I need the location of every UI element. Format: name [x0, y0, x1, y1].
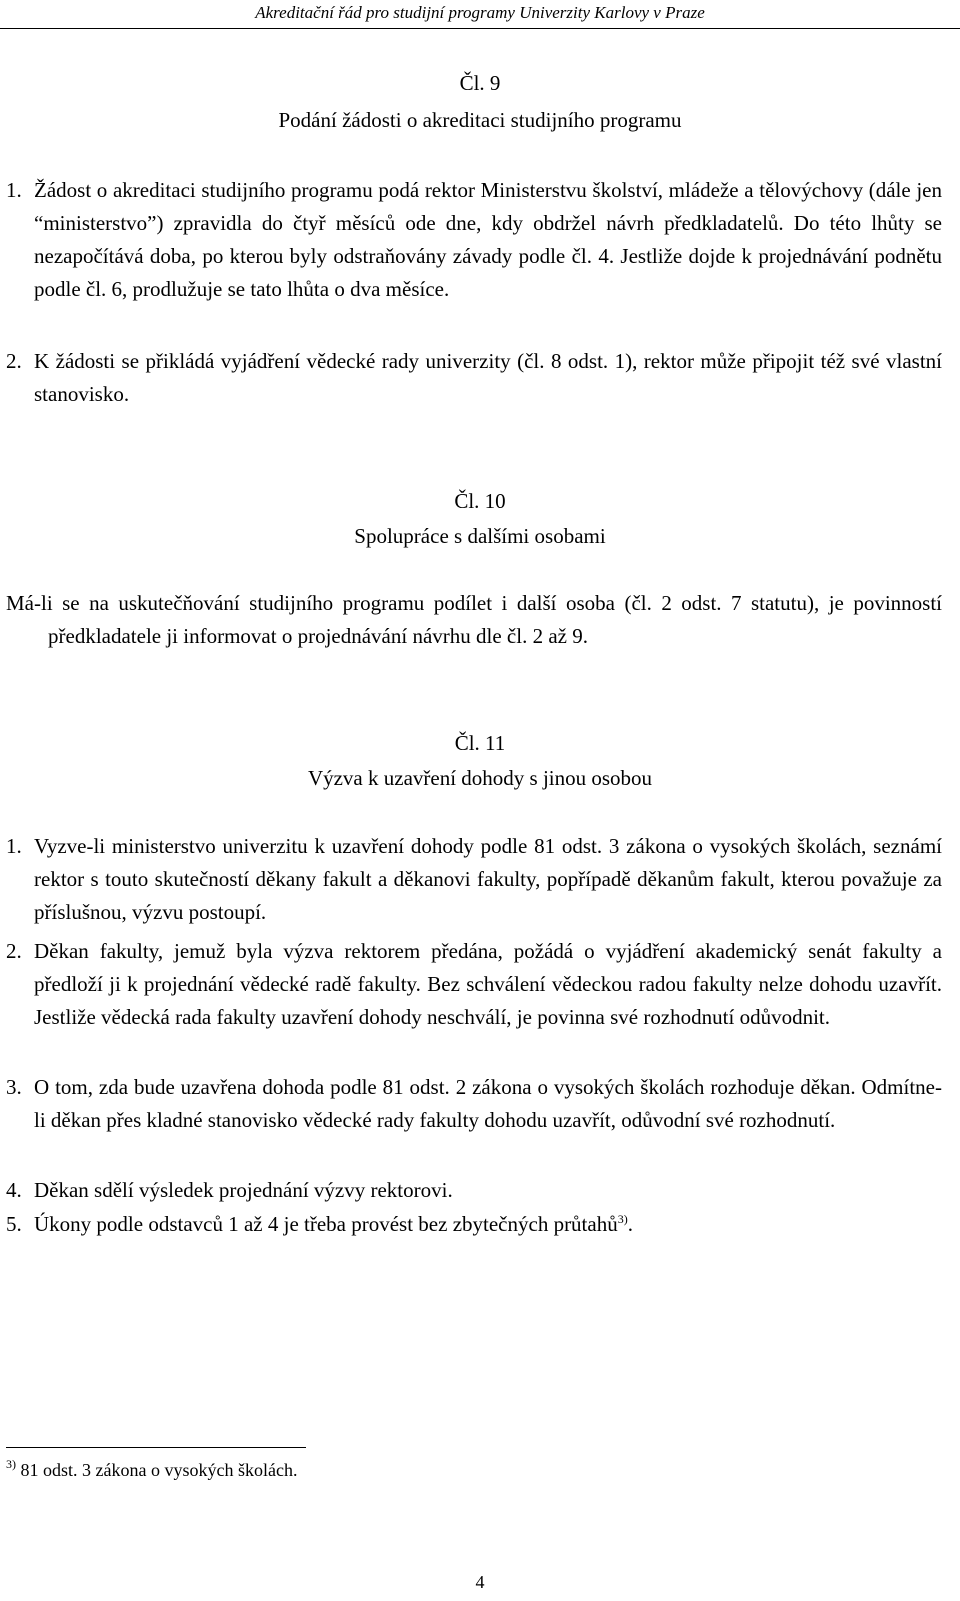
article-title: Podání žádosti o akreditaci studijního programu	[278, 108, 682, 132]
page-number: 4	[475, 1572, 485, 1592]
article-title: Výzva k uzavření dohody s jinou osobou	[307, 766, 653, 790]
article-title: Spolupráce s dalšími osobami	[354, 524, 606, 548]
article-number: Čl. 10	[454, 489, 506, 513]
paragraph-number: 2.	[6, 349, 22, 373]
paragraph-text: Úkony podle odstavců 1 až 4 je třeba provést bez zbytečných průtahů	[34, 1212, 618, 1236]
paragraph	[6, 1071, 942, 1137]
header-divider	[0, 28, 960, 29]
paragraph-number: 5.	[6, 1212, 22, 1236]
paragraph	[6, 830, 942, 929]
paragraph-text: Děkan fakulty, jemuž byla výzva rektorem předána, požádá o vyjádření akademický senát fakulty a předloží ji k projednání vědecké radě fakulty. Bez schválení vědeckou radou fakulty nelze dohodu uzavřít. Jestliže vědecká rada fakulty uzavření dohody neschválí, je povinna své rozhodnutí odůvodnit.	[34, 939, 942, 1029]
paragraph	[6, 174, 942, 306]
article-number: Čl. 11	[454, 731, 506, 755]
paragraph-text: K žádosti se přikládá vyjádření vědecké rady univerzity (čl. 8 odst. 1), rektor může připojit též své vlastní stanovisko.	[34, 349, 942, 406]
paragraph	[6, 587, 942, 653]
paragraph	[6, 345, 942, 411]
paragraph	[6, 1174, 942, 1207]
running-header: Akreditační řád pro studijní programy Univerzity Karlovy v Praze	[255, 3, 705, 22]
paragraph-number: 1.	[6, 834, 22, 858]
paragraph	[6, 935, 942, 1034]
paragraph-number: 3.	[6, 1075, 22, 1099]
footnote-reference[interactable]: 3)	[617, 1212, 628, 1226]
paragraph-number: 1.	[6, 178, 22, 202]
paragraph	[6, 1208, 942, 1241]
paragraph-text: Žádost o akreditaci studijního programu podá rektor Ministerstvu školství, mládeže a tělovýchovy (dále jen “ministerstvo”) zpravidla do čtyř měsíců ode dne, kdy obdržel návrh předkladatelů. Do této lhůty se nezapočítává doba, po kterou byly odstraňovány závady podle čl. 4. Jestliže dojde k projednávání podnětu podle čl. 6, prodlužuje se tato lhůta o dva měsíce.	[34, 178, 942, 301]
footnote-marker: 3)	[6, 1457, 16, 1471]
paragraph-text: Má-li se na uskutečňování studijního programu podílet i další osoba (čl. 2 odst. 7 statutu), je povinností předkladatele ji informovat o projednávání návrhu dle čl. 2 až 9.	[6, 591, 942, 648]
article-number: Čl. 9	[459, 71, 501, 95]
footnote	[6, 1458, 297, 1482]
paragraph-text: Vyzve-li ministerstvo univerzitu k uzavření dohody podle 81 odst. 3 zákona o vysokých školách, seznámí rektor s touto skutečností děkany fakult a děkanovi fakulty, popřípadě děkanům fakult, kterou považuje za příslušnou, výzvu postoupí.	[34, 834, 942, 924]
paragraph-number: 2.	[6, 939, 22, 963]
paragraph-text-end: .	[627, 1212, 633, 1236]
paragraph-text: Děkan sdělí výsledek projednání výzvy rektorovi.	[34, 1178, 453, 1202]
paragraph-number: 4.	[6, 1178, 22, 1202]
paragraph-text: O tom, zda bude uzavřena dohoda podle 81 odst. 2 zákona o vysokých školách rozhoduje děkan. Odmítne-li děkan přes kladné stanovisko vědecké rady fakulty dohodu uzavřít, odůvodní své rozhodnutí.	[34, 1075, 942, 1132]
footnote-text: 81 odst. 3 zákona o vysokých školách.	[16, 1460, 298, 1480]
footnote-divider	[6, 1447, 306, 1448]
